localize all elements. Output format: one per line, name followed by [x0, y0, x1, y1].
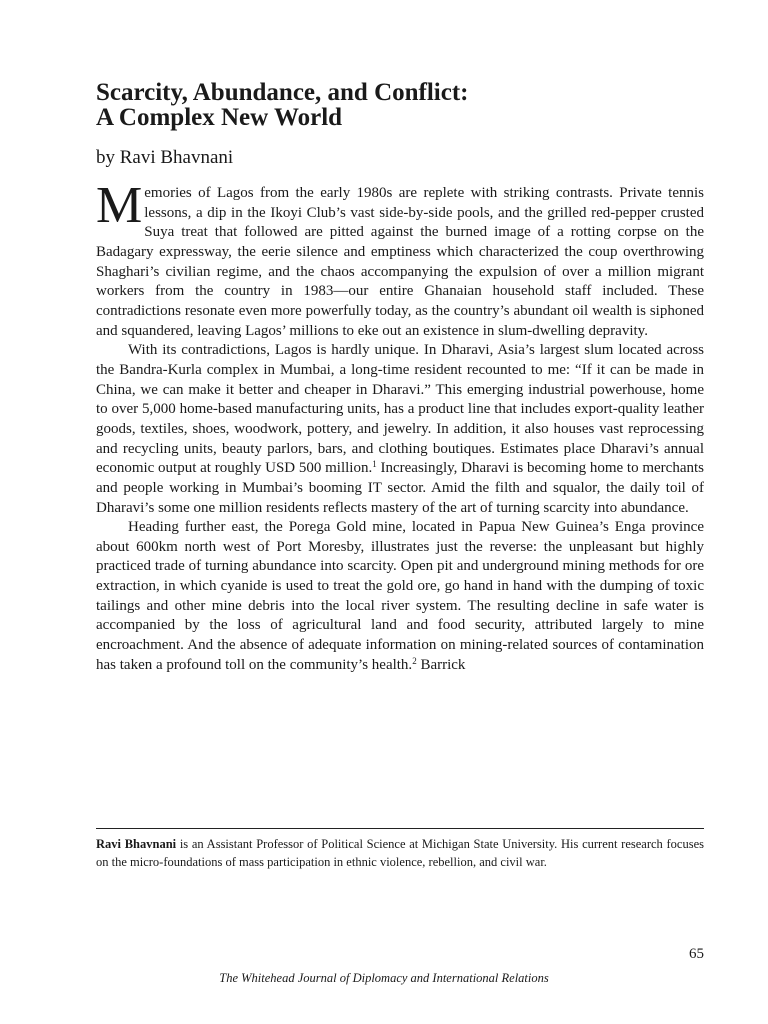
paragraph-2-text-continued: Increasingly, Dharavi is becoming home to merchants and people working in Mumbai’s booming IT sector. Amid the filth and squalor, the daily toil of Dharavi’s some one million residents reflects mastery of the art of turning scarcity into abundance.: [96, 460, 704, 516]
footnote-ref-2[interactable]: 2: [412, 655, 417, 666]
article-title-line-2: A Complex New World: [96, 104, 343, 131]
footnote-divider: [96, 828, 704, 829]
drop-cap: M: [96, 177, 143, 234]
paragraph-2: [96, 341, 704, 518]
author-note-text: is an Assistant Professor of Political Science at Michigan State University. His current research focuses on the micro-foundations of mass participation in ethnic violence, rebellion, and civil war.: [96, 837, 704, 869]
author-note: [96, 835, 704, 871]
paragraph-1: [96, 177, 704, 341]
footnote-ref-1[interactable]: 1: [372, 459, 377, 470]
paragraph-3-text-continued: Barrick: [416, 656, 466, 673]
article-title-line-1: Scarcity, Abundance, and Conflict:: [96, 79, 469, 106]
journal-footer: The Whitehead Journal of Diplomacy and International Relations: [219, 971, 549, 985]
paragraph-1-text: emories of Lagos from the early 1980s are replete with striking contrasts. Private tennis lessons, a dip in the Ikoyi Club’s vast side-by-side pools, and the grilled red-pepper crusted Suya treat that followed are pitted against the burned image of a rotting corpse on the Badagary expressway, the eerie silence and emptiness which characterized the coup overthrowing Shaghari’s civilian regime, and the chaos accompanying the expulsion of over a million migrant workers from the country in 1983—our entire Ghanaian household staff included. These contradictions resonate even more powerfully today, as the country’s abundant oil wealth is siphoned and squandered, leaving Lagos’ millions to eke out an existence in slum-dwelling depravity.: [96, 185, 704, 339]
paragraph-2-text: With its contradictions, Lagos is hardly unique. In Dharavi, Asia’s largest slum located across the Bandra-Kurla complex in Mumbai, a long-time resident recounted to me: “If it can be made in China, we can make it better and cheaper in Dharavi.” This emerging industrial powerhouse, home to over 5,000 home-based manufacturing units, has a product line that includes export-quality leather goods, textiles, shoes, woodwork, pottery, and jewelry. In addition, it also houses vast reprocessing and recycling units, beauty parlors, bars, and clothing boutiques. Estimates place Dharavi’s annual economic output at roughly USD 500 million.: [96, 342, 704, 477]
page-number: 65: [689, 946, 704, 962]
article-title: [96, 80, 696, 130]
paragraph-3: [96, 518, 704, 675]
article-body: [96, 177, 704, 675]
author-name: Ravi Bhavnani: [96, 837, 177, 851]
paragraph-3-text: Heading further east, the Porega Gold mine, located in Papua New Guinea’s Enga province about 600km north west of Port Moresby, illustrates just the reverse: the unpleasant but highly practiced trade of turning abundance into scarcity. Open pit and underground mining methods for ore extraction, in which cyanide is used to treat the gold ore, go hand in hand with the dumping of toxic tailings and other mine debris into the local river system. The resulting decline in safe water is accompanied by the loss of agricultural land and food security, attributed largely to mine encroachment. And the absence of adequate information on mining-related sources of contamination has taken a profound toll on the community’s health.: [96, 519, 704, 673]
byline: by Ravi Bhavnani: [96, 147, 234, 168]
